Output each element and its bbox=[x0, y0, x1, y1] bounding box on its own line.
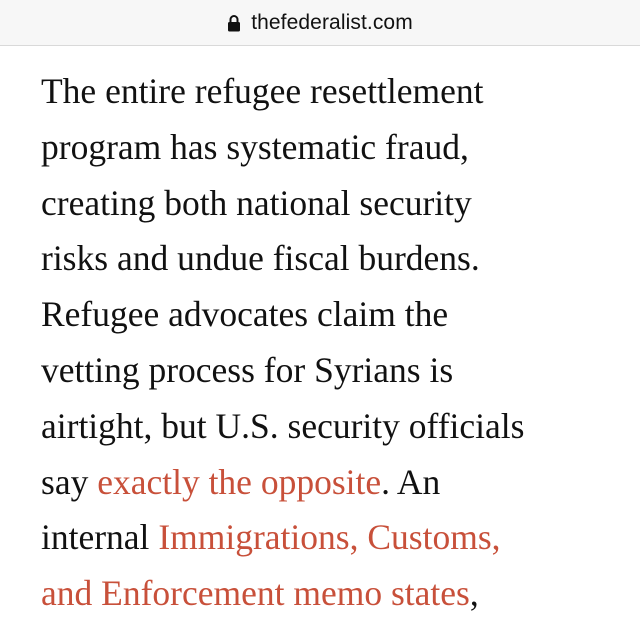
article-line: creating both national security bbox=[41, 182, 472, 223]
article-line: Refugee advocates claim the bbox=[41, 294, 449, 335]
exactly-the-opposite-link[interactable]: exactly the opposite bbox=[97, 461, 382, 502]
ice-memo-link[interactable]: Immigrations, Customs, bbox=[158, 517, 501, 558]
ice-memo-link-continued[interactable]: and Enforcement memo states bbox=[41, 573, 470, 614]
article-line: airtight, but U.S. security officials bbox=[41, 405, 525, 446]
article-line: program has systematic fraud, bbox=[41, 126, 469, 167]
article-line: risks and undue fiscal burdens. bbox=[41, 238, 480, 279]
address-bar[interactable] bbox=[0, 0, 640, 46]
text-fragment: , bbox=[469, 573, 479, 614]
article-line: vetting process for Syrians is bbox=[41, 349, 454, 390]
lock-icon bbox=[227, 14, 241, 32]
article-line bbox=[41, 510, 631, 566]
text-fragment: say bbox=[41, 461, 98, 502]
article-line bbox=[41, 455, 631, 511]
url-text: thefederalist.com bbox=[251, 10, 413, 34]
text-fragment: . An bbox=[381, 461, 441, 502]
article-line bbox=[41, 566, 631, 622]
text-fragment: internal bbox=[41, 517, 159, 558]
article-body bbox=[41, 64, 631, 622]
article-line: The entire refugee resettlement bbox=[41, 71, 484, 111]
